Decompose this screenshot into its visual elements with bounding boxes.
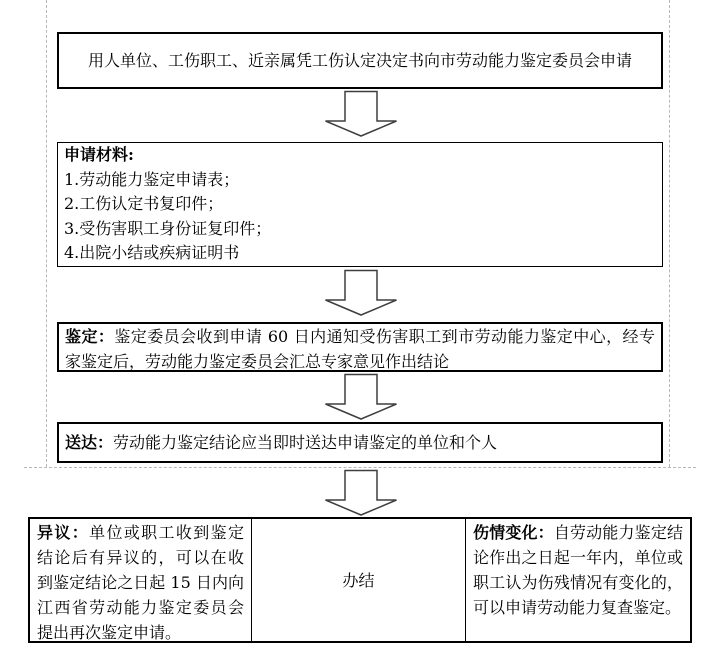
text-boundary-guide-right <box>669 0 670 467</box>
application-text: 用人单位、工伤职工、近亲属凭工伤认定决定书向市劳动能力鉴定委员会申请 <box>87 51 632 70</box>
outcomes-table <box>28 517 692 643</box>
materials-item: 2.工伤认定书复印件； <box>64 194 224 213</box>
outcome-cell-objection <box>30 519 252 641</box>
flow-box-application <box>57 32 663 89</box>
materials-title: 申请材料: <box>64 145 134 164</box>
objection-text: 异议：单位或职工收到鉴定结论后有异议的，可以在收到鉴定结论之日起 15 日内向江西省劳动能力鉴定委员会提出再次鉴定申请。 <box>37 523 244 641</box>
outcome-cell-condition-change <box>466 519 690 641</box>
materials-item: 4.出院小结或疾病证明书 <box>64 243 240 262</box>
completed-text: 办结 <box>342 570 375 590</box>
text-boundary-guide-left <box>46 0 47 467</box>
down-arrow-icon <box>324 269 398 317</box>
materials-item: 1.劳动能力鉴定申请表； <box>64 169 240 189</box>
down-arrow-icon <box>324 90 398 138</box>
delivery-text: 送达：劳动能力鉴定结论应当即时送达申请鉴定的单位和个人 <box>65 433 498 452</box>
flow-box-assessment <box>57 322 663 372</box>
flow-box-materials <box>57 142 663 267</box>
flow-box-delivery <box>57 422 663 463</box>
outcome-cell-completed <box>252 519 466 641</box>
materials-item: 3.受伤害职工身份证复印件； <box>64 218 272 238</box>
text-boundary-guide-bottom <box>24 467 696 468</box>
down-arrow-icon <box>324 469 398 517</box>
down-arrow-icon <box>324 373 398 421</box>
assessment-text: 鉴定：鉴定委员会收到申请 60 日内通知受伤害职工到市劳动能力鉴定中心，经专家鉴定后，劳动能力鉴定委员会汇总专家意见作出结论 <box>65 327 655 371</box>
condition-change-text: 伤情变化：自劳动能力鉴定结论作出之日起一年内，单位或职工认为伤残情况有变化的，可以申请劳动能力复查鉴定。 <box>473 523 683 617</box>
